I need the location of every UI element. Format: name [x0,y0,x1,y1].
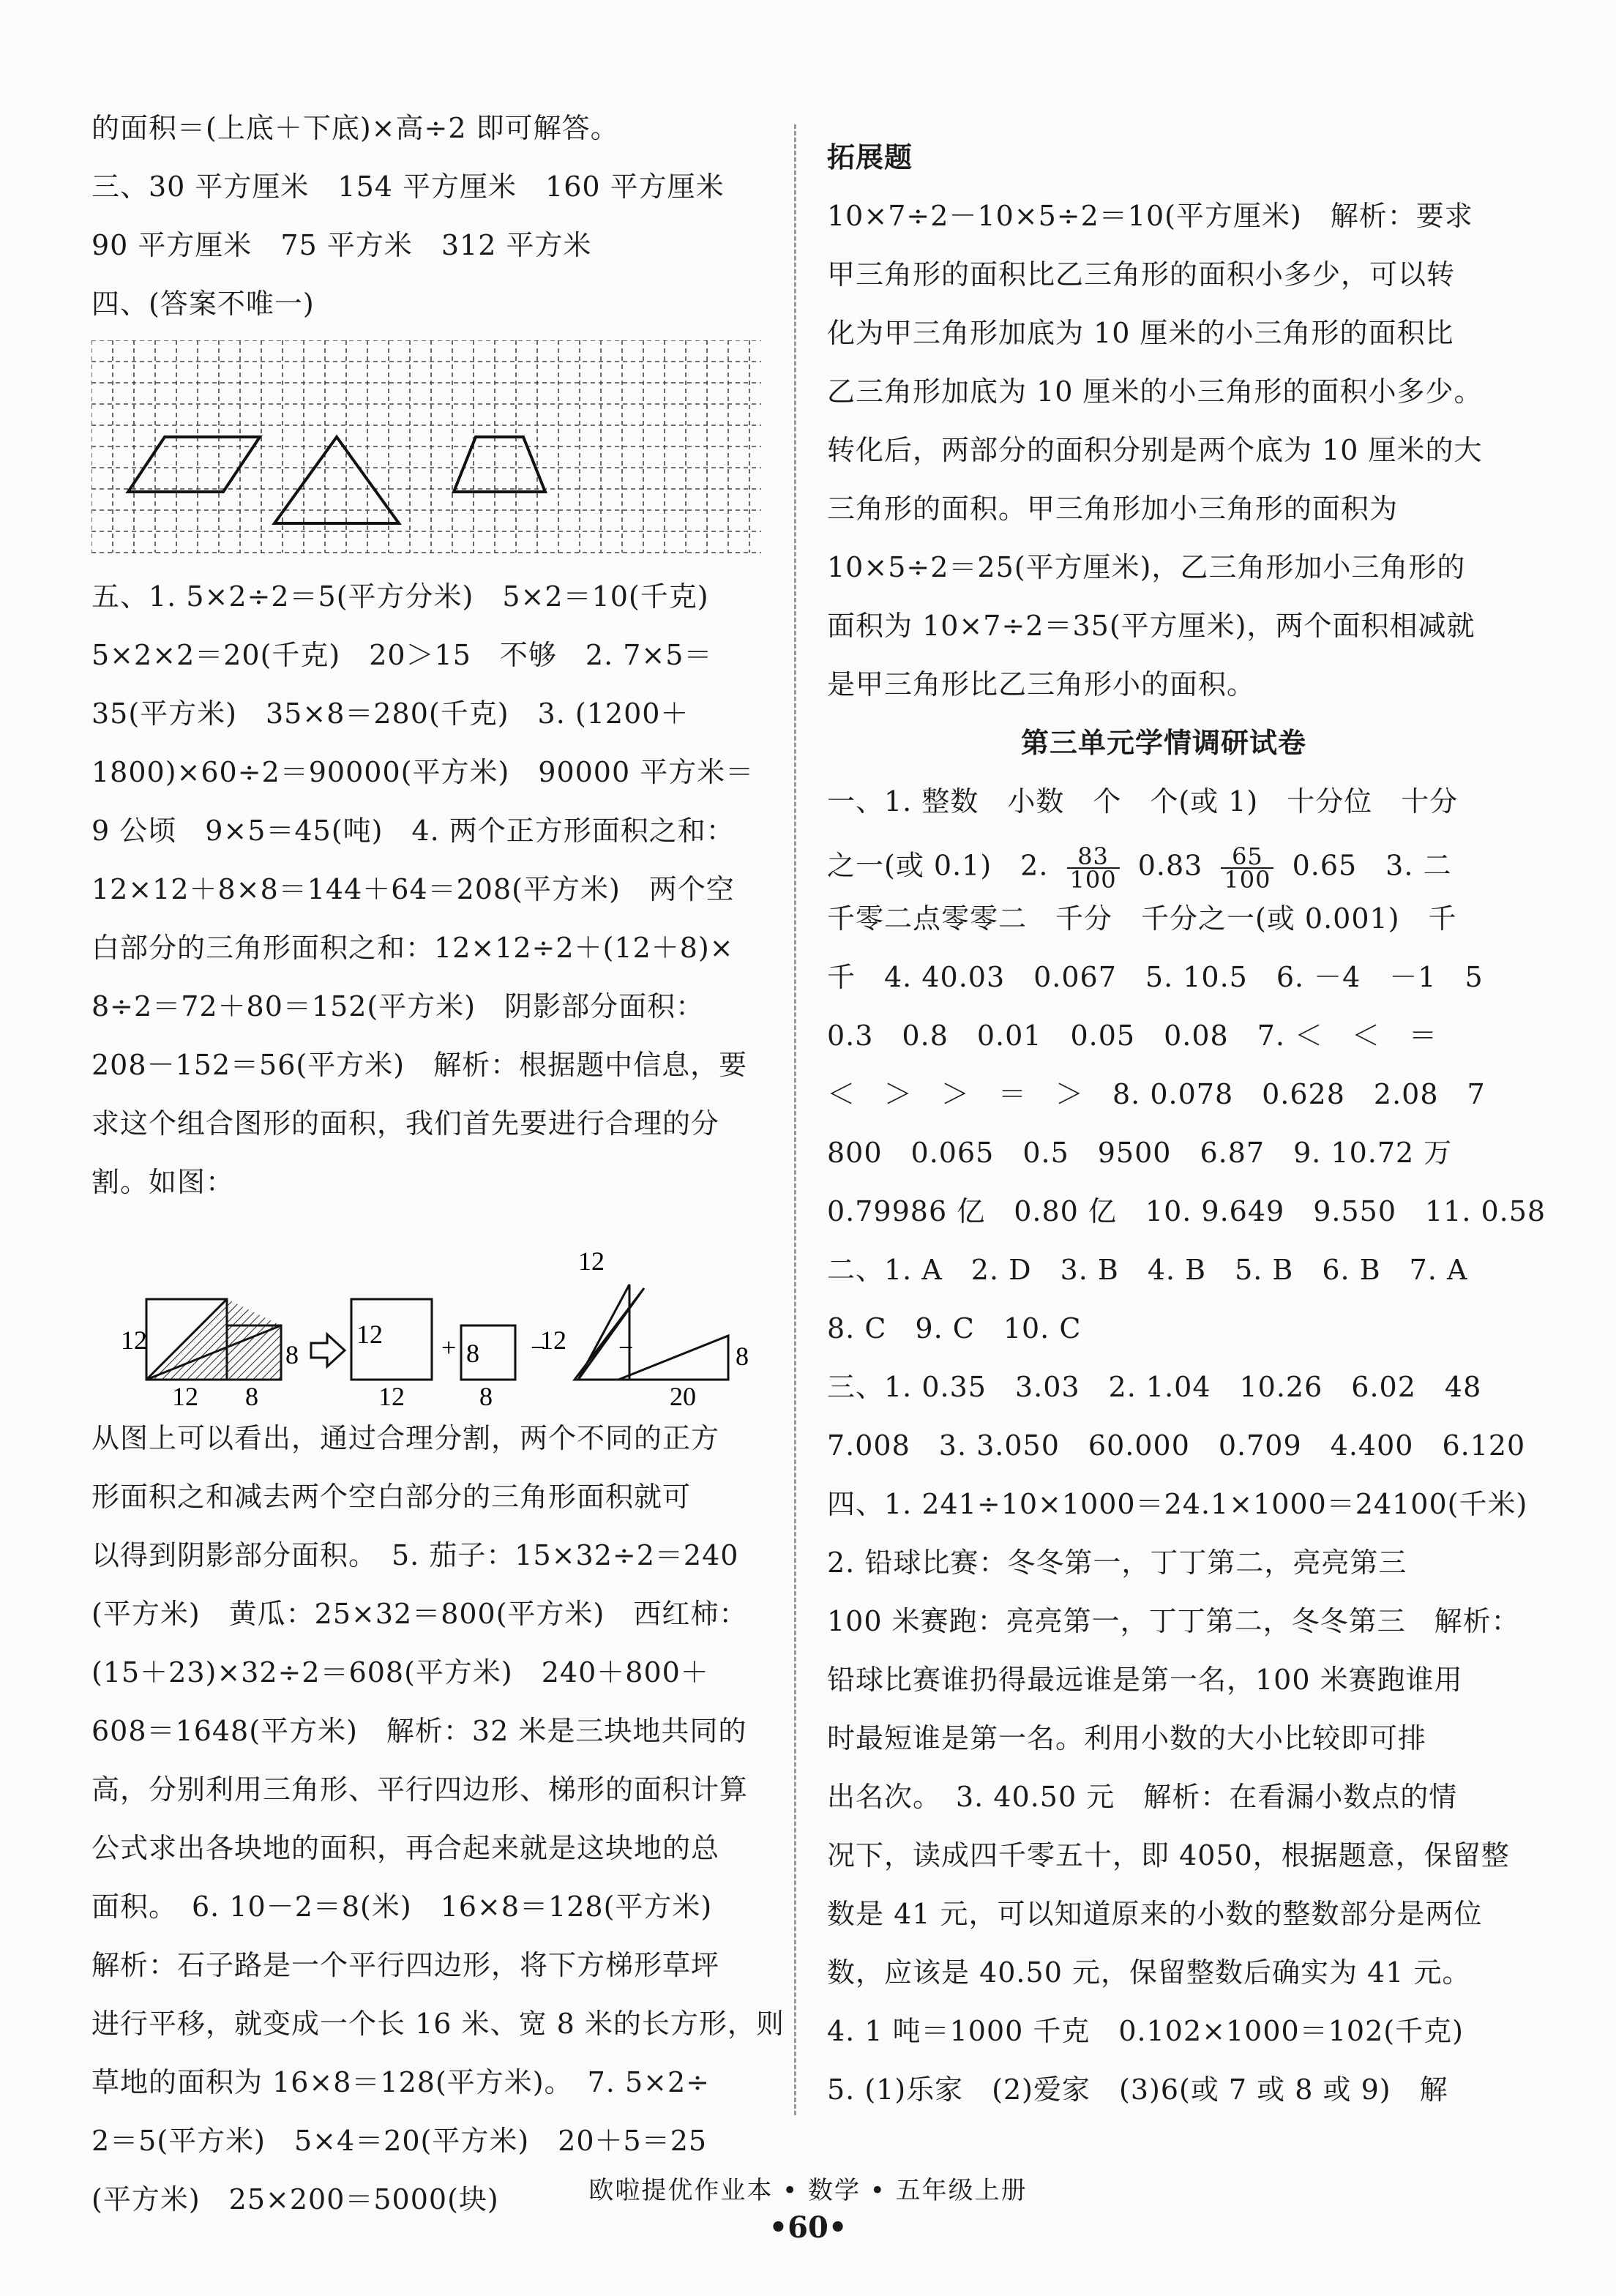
text-line: 况下，读成四千零五十，即 4050，根据题意，保留整 [827,1839,1510,1871]
arrow-icon [311,1334,345,1366]
text-line: 草地的面积为 16×8＝128(平方米)。 7. 5×2÷ [91,2066,710,2098]
text-line: 1800)×60÷2＝90000(平方米) 90000 平方米＝ [91,756,755,788]
left-column [91,112,785,2243]
section-title: 第三单元学情调研试卷 [1020,726,1306,759]
section-heading: 拓展题 [827,141,913,173]
footer-book-title: 欧啦提优作业本 • 数学 • 五年级上册 [588,2176,1028,2205]
figure-label: 12 [121,1325,147,1355]
svg-text:−: − [618,1333,634,1362]
text-line: 35(平方米) 35×8＝280(千克) 3. (1200＋ [91,698,689,730]
text-line: 9 公顷 9×5＝45(吨) 4. 两个正方形面积之和： [91,815,735,847]
figure-label: 8 [285,1340,299,1369]
text-line: 90 平方厘米 75 平方米 312 平方米 [91,229,592,261]
text-line: 千零二点零零二 千分 千分之一(或 0.001) 千 [827,902,1457,935]
text-line: 出名次。 3. 40.50 元 解析：在看漏小数点的情 [827,1781,1458,1813]
text-line: 白部分的三角形面积之和：12×12÷2＋(12＋8)× [91,932,734,964]
text-line: 面积。 6. 10－2＝8(米) 16×8＝128(平方米) [91,1891,713,1923]
text-line: 二、1. A 2. D 3. B 4. B 5. B 6. B 7. A [827,1254,1468,1286]
grid-shapes-figure [91,340,765,560]
text-line: 四、1. 241÷10×1000＝24.1×1000＝24100(千米) [827,1488,1528,1520]
fraction-denominator: 100 [1224,866,1271,894]
text-line: (平方米) 25×200＝5000(块) [91,2183,499,2215]
figure-label: 8 [466,1339,479,1368]
text-fragment: 0.65 3. 二 [1292,849,1452,882]
text-line-with-fractions [827,842,1500,904]
decomposition-figure [91,1226,765,1409]
text-line: 是甲三角形比乙三角形小的面积。 [827,668,1256,700]
column-divider [794,124,796,2115]
fraction [1221,842,1273,894]
text-line: 千 4. 40.03 0.067 5. 10.5 6. －4 －1 5 [827,961,1484,993]
grid-drawing [91,340,765,560]
text-line: ＜ ＞ ＞ ＝ ＞ 8. 0.078 0.628 2.08 7 [827,1078,1486,1110]
text-line: 5×2×2＝20(千克) 20＞15 不够 2. 7×5＝ [91,639,713,671]
text-line: 0.3 0.8 0.01 0.05 0.08 7. ＜ ＜ ＝ [827,1020,1438,1052]
fraction [1067,842,1120,894]
text-line: 从图上可以看出，通过合理分割，两个不同的正方 [91,1422,720,1454]
figure-label: 8 [479,1382,493,1409]
text-line: 8. C 9. C 10. C [827,1312,1082,1345]
figure-label: 12 [378,1382,405,1409]
text-line: 转化后，两部分的面积分别是两个底为 10 厘米的大 [827,434,1483,466]
text-line: 608＝1648(平方米) 解析：32 米是三块地共同的 [91,1715,747,1747]
text-line: 7.008 3. 3.050 60.000 0.709 4.400 6.120 [827,1429,1526,1462]
text-fragment: 之一(或 0.1) 2. [827,849,1049,882]
text-line: 三、30 平方厘米 154 平方厘米 160 平方厘米 [91,171,725,203]
text-line: 2. 铅球比赛：冬冬第一，丁丁第二，亮亮第三 [827,1547,1407,1579]
text-line: 四、(答案不唯一) [91,288,315,320]
text-line: 2＝5(平方米) 5×4＝20(平方米) 20＋5＝25 [91,2125,708,2157]
text-line: 求这个组合图形的面积，我们首先要进行合理的分 [91,1107,720,1140]
text-line: 五、1. 5×2÷2＝5(平方分米) 5×2＝10(千克) [91,580,709,613]
right-column [827,113,1546,2134]
svg-text:+: + [441,1333,457,1362]
trapezoid-shape [454,437,545,492]
fraction-numerator: 83 [1067,845,1120,869]
figure-label: 12 [356,1320,383,1349]
text-line: 8÷2＝72＋80＝152(平方米) 阴影部分面积： [91,990,705,1022]
text-line: 割。如图： [91,1166,235,1198]
text-line: 公式求出各块地的面积，再合起来就是这块地的总 [91,1832,720,1864]
fraction-numerator: 65 [1221,845,1273,869]
text-line: 数是 41 元，可以知道原来的小数的整数部分是两位 [827,1898,1483,1930]
text-line: 10×7÷2－10×5÷2＝10(平方厘米) 解析：要求 [827,200,1473,232]
text-line: 800 0.065 0.5 9500 6.87 9. 10.72 万 [827,1137,1453,1169]
text-line: 三、1. 0.35 3.03 2. 1.04 10.26 6.02 48 [827,1371,1482,1403]
text-line: 208－152＝56(平方米) 解析：根据题中信息，要 [91,1049,748,1081]
figure-label: 8 [736,1342,749,1371]
text-line: 化为甲三角形加底为 10 厘米的小三角形的面积比 [827,317,1454,349]
text-line: 一、1. 整数 小数 个 个(或 1) 十分位 十分 [827,785,1459,818]
fraction-denominator: 100 [1069,866,1117,894]
text-line: (15＋23)×32÷2＝608(平方米) 240＋800＋ [91,1656,709,1689]
text-line: 0.79986 亿 0.80 亿 10. 9.649 9.550 11. 0.58 [827,1195,1546,1227]
text-line: 数，应该是 40.50 元，保留整数后确实为 41 元。 [827,1956,1471,1989]
svg-text:−: − [531,1333,546,1362]
figure-label: 12 [172,1382,198,1409]
figure-label: 20 [670,1382,696,1409]
text-line: 甲三角形的面积比乙三角形的面积小多少，可以转 [827,258,1456,291]
figure-label: 12 [540,1325,566,1355]
text-line: 时最短谁是第一名。利用小数的大小比较即可排 [827,1722,1427,1754]
text-line: (平方米) 黄瓜：25×32＝800(平方米) 西红柿： [91,1598,748,1630]
page-number: •60• [768,2210,848,2245]
figure-label: 12 [578,1246,605,1276]
text-line: 5. (1)乐家 (2)爱家 (3)6(或 7 或 8 或 9) 解 [827,2073,1448,2106]
text-line: 铅球比赛谁扔得最远谁是第一名，100 米赛跑谁用 [827,1664,1463,1696]
text-line: 解析：石子路是一个平行四边形，将下方梯形草坪 [91,1949,720,1981]
text-line: 乙三角形加底为 10 厘米的小三角形的面积小多少。 [827,375,1483,408]
text-line: 4. 1 吨＝1000 千克 0.102×1000＝102(千克) [827,2015,1464,2047]
decomposition-svg [91,1226,765,1409]
text-line: 以得到阴影部分面积。 5. 茄子：15×32÷2＝240 [91,1539,739,1571]
text-line: 面积为 10×7÷2＝35(平方厘米)，两个面积相减就 [827,610,1475,642]
text-line: 高，分别利用三角形、平行四边形、梯形的面积计算 [91,1773,749,1806]
text-line: 10×5÷2＝25(平方厘米)，乙三角形加小三角形的 [827,551,1466,583]
text-line: 12×12＋8×8＝144＋64＝208(平方米) 两个空 [91,873,735,905]
figure-label: 8 [245,1382,258,1409]
text-line: 形面积之和减去两个空白部分的三角形面积就可 [91,1481,692,1513]
text-line: 的面积＝(上底＋下底)×高÷2 即可解答。 [91,112,619,144]
text-line: 100 米赛跑：亮亮第一，丁丁第二，冬冬第三 解析： [827,1605,1520,1637]
text-line: 三角形的面积。甲三角形加小三角形的面积为 [827,493,1399,525]
text-fragment: 0.83 [1137,849,1203,882]
text-line: 进行平移，就变成一个长 16 米、宽 8 米的长方形，则 [91,2008,785,2040]
